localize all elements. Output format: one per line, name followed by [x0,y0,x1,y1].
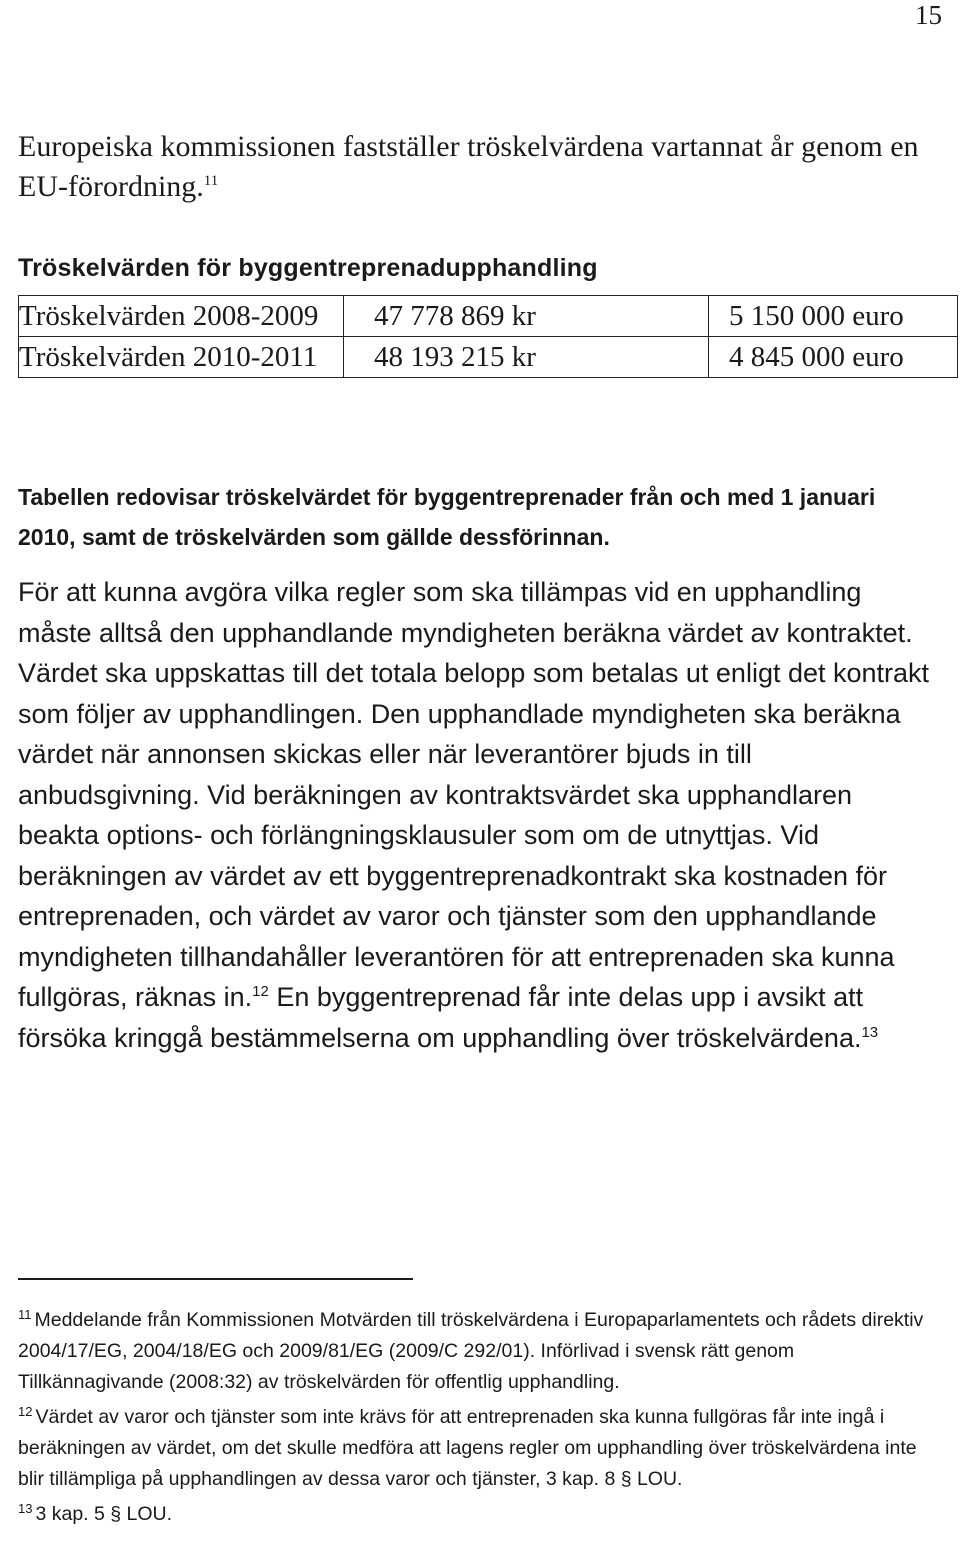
footnote-text: Meddelande från Kommissionen Motvärden till tröskelvärdena i Europaparlamentets och rådets direktiv 2004/17/EG, 2004/18/EG och 2009/81/EG (2009/C 292/01). Införlivad i svensk rätt genom Tillkännagivande (2008:32) av tröskelvärden för offentlig upphandling. [18,1309,924,1393]
footnote-divider [18,1278,413,1280]
amount-kr: 48 193 215 kr [344,337,709,378]
page-number: 15 [915,0,942,30]
table-row [19,296,958,337]
footnote-number: 13 [18,1500,33,1516]
footnote-number: 11 [18,1306,32,1322]
table-caption: Tabellen redovisar tröskelvärdet för byggentreprenader från och med 1 januari 2010, samt de tröskelvärden som gällde dessförinnan. [18,484,876,550]
footnote-ref-11: 11 [203,173,219,189]
table-title: Tröskelvärden för byggentreprenadupphandling [18,254,598,282]
footnote-text: 3 kap. 5 § LOU. [35,1503,173,1525]
amount-euro: 4 845 000 euro [709,337,958,378]
body-text-part2: En byggentreprenad får inte delas upp i avsikt att försöka kringgå bestämmelserna om upphandling över tröskelvärdena. [18,982,864,1053]
amount-kr: 47 778 869 kr [344,296,709,337]
amount-euro: 5 150 000 euro [709,296,958,337]
table-row [19,337,958,378]
footnotes [18,1305,940,1534]
footnote [18,1305,940,1398]
intro-paragraph [18,127,938,207]
footnote-ref-12: 12 [252,983,269,1000]
footnote-ref-13: 13 [861,1023,879,1041]
intro-text: Europeiska kommissionen fastställer tröskelvärdena vartannat år genom en EU-förordning. [18,130,919,203]
row-label: Tröskelvärden 2008-2009 [19,296,344,337]
body-text-part1: För att kunna avgöra vilka regler som ska tillämpas vid en upphandling måste alltså den upphandlande myndigheten beräkna värdet av kontraktet. Värdet ska uppskattas till det totala belopp som betalas ut enligt det kontrakt som följer av upphandlingen. Den upphandlade myndigheten ska beräkna värdet när annonsen skickas eller när leverantörer bjuds in till anbudsgivning. Vid beräkningen av kontraktsvärdet ska upphandlaren beakta options- och förlängningsklausuler som om de utnyttjas. Vid beräkningen av värdet av ett byggentreprenadkontrakt ska kostnaden för entreprenaden, och värdet av varor och tjänster som den upphandlande myndigheten tillhandahåller leverantören för att entreprenaden ska kunna fullgöras, räknas in. [18,577,930,1012]
threshold-table [18,295,958,378]
footnote-number: 12 [18,1403,33,1419]
footnote [18,1402,940,1495]
row-label: Tröskelvärden 2010-2011 [19,337,344,378]
footnote [18,1499,940,1530]
body-paragraph [18,572,940,1058]
footnote-text: Värdet av varor och tjänster som inte krävs för att entreprenaden ska kunna fullgöras får inte ingå i beräkningen av värdet, om det skulle medföra att lagens regler om upphandling över tröskelvärdena inte blir tillämpliga på upphandlingen av dessa varor och tjänster, 3 kap. 8 § LOU. [18,1406,917,1490]
